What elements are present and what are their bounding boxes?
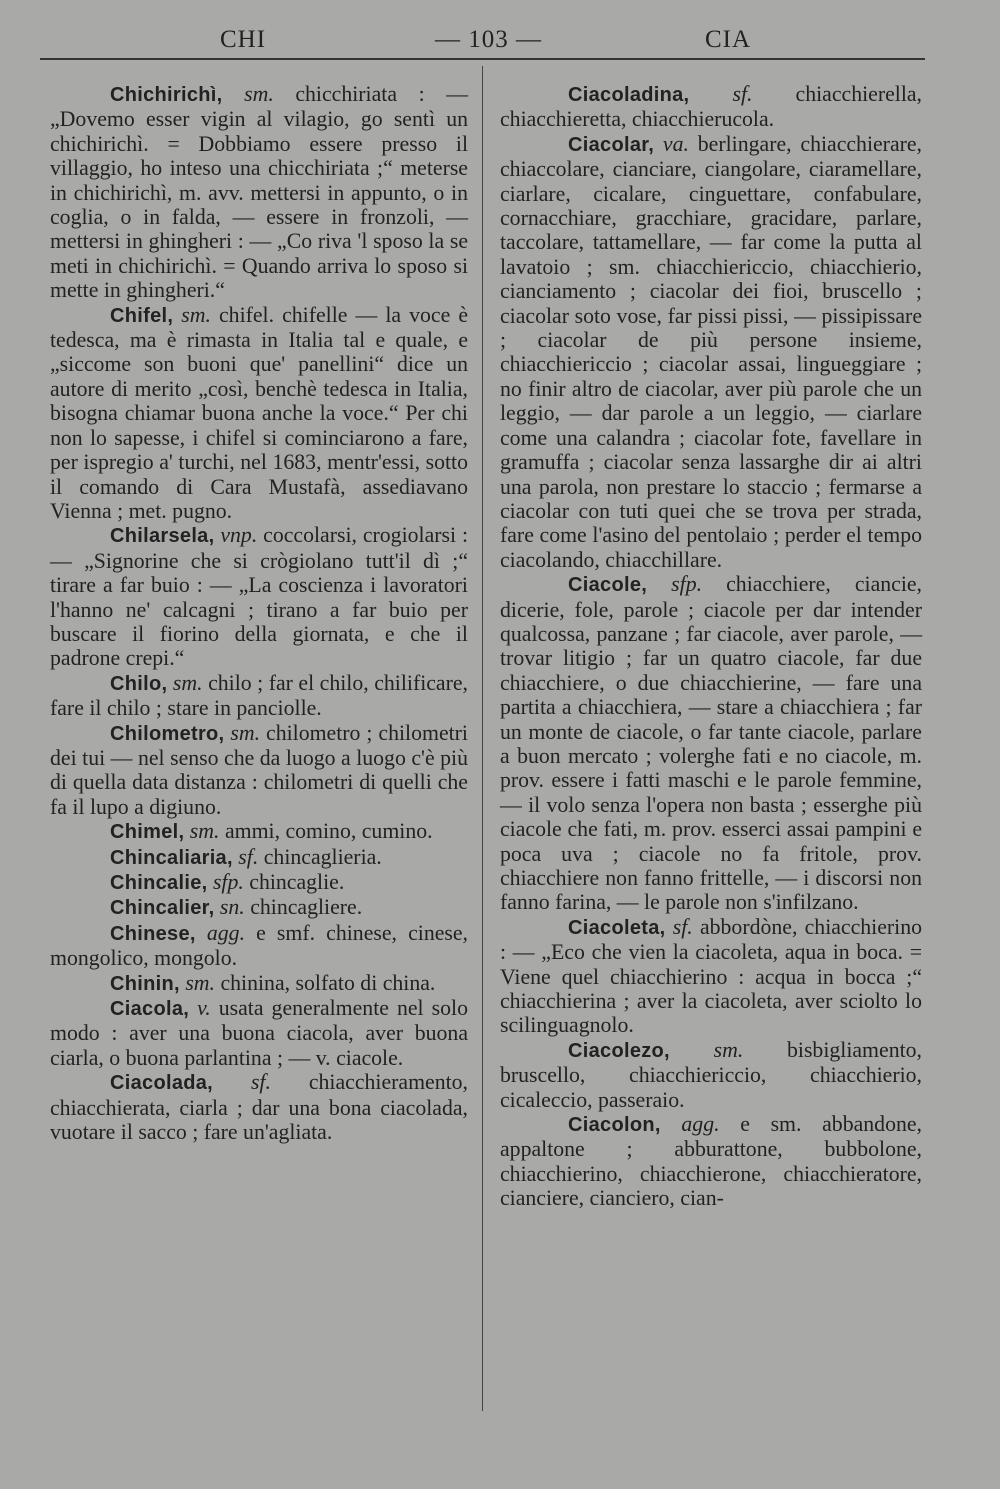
entry-definition: chiacchieramento, chiacchierata, ciarla ; dar una bona ciacolada, vuotare il sacco ; fare un'agliata. xyxy=(50,1070,469,1145)
entry-headword: Ciacolon, xyxy=(568,1114,661,1137)
entry-grammar-label: sf. xyxy=(238,844,259,869)
entry-definition: chincaglie. xyxy=(249,870,345,894)
entry-grammar-label: agg. xyxy=(206,920,246,945)
entry-grammar-label: sm. xyxy=(189,819,220,844)
dictionary-entry xyxy=(50,82,468,303)
dictionary-entry xyxy=(50,971,468,996)
dictionary-entry xyxy=(50,303,468,524)
entry-definition: chinina, solfato di china. xyxy=(220,970,436,995)
entry-grammar-label: sm. xyxy=(185,970,216,995)
entry-grammar-label: sm. xyxy=(172,670,203,695)
entry-grammar-label: sm. xyxy=(244,82,274,106)
entry-definition: coccolarsi, crogiolarsi : — „Signorine che si crògiolano tutt'il dì ;“ tirare a far buio : — „La coscienza i lavoratori l'hanno ne' calcagni ; tirano a far buio per buscare il fiorino della giornata, e che il padrone crepi.“ xyxy=(50,523,469,671)
entry-definition: chicchiriata : — „Dovemo esser vigin al vilagio, go sentì un chichirichì. = Dobbiamo essere presso il villaggio, ho inteso una chicchiriata ;“ meterse in chichirichì, m. avv. mettersi in appunto, o in coglia, o in falda, — essere in fronzoli, — mettersi in ghingheri : — „Co riva 'l sposo la se meti in chichirichì. = Quando arriva lo sposo si mette in ghingheri.“ xyxy=(50,82,469,303)
entry-grammar-label: vnp. xyxy=(220,523,258,548)
entry-definition: chincagliere. xyxy=(250,895,363,920)
dictionary-entry xyxy=(50,996,468,1070)
entry-definition: chiacchierella, chiacchieretta, chiacchierucola. xyxy=(500,82,922,132)
dictionary-entry xyxy=(500,1038,922,1112)
entry-headword: Ciacola, xyxy=(110,998,190,1021)
entry-definition: usata generalmente nel solo modo : aver una buona ciacola, aver buona ciarla, o buona parlantina ; — v. ciacole. xyxy=(50,996,468,1070)
entry-grammar-label: sn. xyxy=(219,895,245,920)
entry-grammar-label: sfp. xyxy=(212,870,244,894)
dictionary-entry xyxy=(50,819,468,844)
entry-headword: Ciacole, xyxy=(568,574,648,597)
entry-headword: Ciacolar, xyxy=(568,133,655,156)
header-rule xyxy=(40,58,925,60)
dictionary-entry xyxy=(500,1112,922,1211)
entry-grammar-label: v. xyxy=(197,996,211,1021)
page-header xyxy=(40,22,925,54)
dictionary-entry xyxy=(50,523,468,670)
header-right-guideword: CIA xyxy=(705,26,752,53)
entry-headword: Chimel, xyxy=(110,821,185,844)
entry-headword: Ciacolezo, xyxy=(568,1039,670,1062)
entry-headword: Ciacolada, xyxy=(110,1072,214,1095)
entry-grammar-label: sf. xyxy=(672,914,693,939)
entry-definition: abbordòne, chiacchierino : — „Eco che vien la ciacoleta, aqua in boca. = Viene quel chiacchierino : acqua in bocca ;“ chiacchierina ; aver la ciacoleta, aver sciolto lo scilinguagnolo. xyxy=(500,914,923,1038)
entry-headword: Chilo, xyxy=(110,672,168,695)
entry-definition: chifel. chifelle — la voce è tedesca, ma è rimasta in Italia tal e quale, e „siccome son buoni que' panellini“ dice un autore di merito „così, benchè tedesca in Italia, bisogna chiamar buona anche la voce.“ Per chi non lo sapesse, i chifel si cominciarono a fare, per ispregio a' turchi, nel 1683, mentr'essi, sotto il comando di Cara Mustafà, assediavano Vienna ; met. pugno. xyxy=(50,302,468,523)
column-divider xyxy=(482,66,483,1411)
dictionary-entry xyxy=(500,572,922,915)
dictionary-entry xyxy=(50,721,468,820)
entry-headword: Ciacoladina, xyxy=(568,84,690,106)
dictionary-entry xyxy=(50,870,468,895)
dictionary-entry xyxy=(500,132,922,572)
right-column xyxy=(500,82,922,1211)
entry-headword: Chilometro, xyxy=(110,722,225,745)
dictionary-entry xyxy=(50,1070,468,1144)
entry-definition: e sm. abbandone, appaltone ; abburattone, bubbolone, chiacchierino, chiacchierone, chiacchieratore, cianciere, cianciero, cian- xyxy=(500,1112,922,1211)
entry-grammar-label: sf. xyxy=(250,1070,271,1095)
entry-definition: ammi, comino, cumino. xyxy=(224,819,433,844)
dictionary-entry xyxy=(50,671,468,721)
entry-headword: Ciacoleta, xyxy=(568,916,666,939)
entry-headword: Chincaliaria, xyxy=(110,846,233,869)
entry-definition: chiacchiere, ciancie, dicerie, fole, parole ; ciacole per dar intender qualcossa, panzane ; far ciacole, aver parole, — trovar litigio ; far un quatro ciacole, far due chiacchiere, o due chiacchierine, — fare una partita a chiacchiera, — stare a chiacchiera ; far un monte de ciacole, o far tante ciacole, parlare a buon mercato ; volerghe fati e no ciacole, m. prov. essere i fatti maschi e le parole femmine, — il volo senza l'opera non basta ; esserghe più ciacole che fati, m. prov. esserci assai pampini e poca uva ; ciacole no fa fritole, prov. chiacchiere non fanno frittelle, — i discorsi non fanno farina, — le parole non s'infilzano. xyxy=(500,572,922,915)
entry-headword: Chinese, xyxy=(110,922,196,945)
left-column xyxy=(50,82,468,1144)
entry-definition: bisbigliamento, bruscello, chiacchiericcio, chiacchierio, cicaleccio, passeraio. xyxy=(500,1037,922,1112)
dictionary-entry xyxy=(500,915,922,1038)
entry-definition: chilometro ; chilometri dei tui — nel senso che da luogo a luogo c'è più di quella data distanza : chilometri di quelli che fa il lupo a digiuno. xyxy=(50,720,468,819)
dictionary-entry xyxy=(50,845,468,870)
entry-headword: Chichirichì, xyxy=(110,84,223,106)
page-number: — 103 — xyxy=(435,26,542,53)
entry-grammar-label: sf. xyxy=(732,82,753,106)
dictionary-entry xyxy=(500,82,922,132)
entry-grammar-label: sm. xyxy=(713,1037,744,1062)
entry-definition: chilo ; far el chilo, chilificare, fare il chilo ; stare in panciolle. xyxy=(50,670,468,721)
entry-grammar-label: agg. xyxy=(681,1112,720,1137)
entry-definition: berlingare, chiacchierare, chiaccolare, cianciare, ciangolare, ciaramellare, ciarlare, cicalare, cinguettare, confabulare, cornacchiare, gracchiare, gracidare, parlare, taccolare, tattamellare, — far come la putta al lavatoio ; sm. chiacchiericcio, chiacchierio, cianciamento ; ciacolar dei fioi, bruscello ; ciacolar soto vose, far pissi pissi, — pissipissare ; ciacolar de più persone insieme, chiacchiericcio ; ciacolar assai, lingueggiare ; no finir altro de ciacolar, aver più parole che un leggio, — dar parole a un leggio, — ciarlare come una calandra ; ciacolar fote, favellare in gramuffa ; ciacolar senza lassarghe dir ai altri una parola, non prestare lo staccio ; fermarse a ciacolar con tuti quei che se trova per strada, fare come l'asino del pentolaio ; perder el tempo ciacolando, chiacchillare. xyxy=(500,131,922,572)
dictionary-entry xyxy=(50,895,468,920)
entry-grammar-label: va. xyxy=(662,131,689,156)
entry-definition: chincaglieria. xyxy=(263,844,382,869)
entry-grammar-label: sm. xyxy=(181,302,211,327)
entry-grammar-label: sm. xyxy=(230,720,261,745)
entry-headword: Chifel, xyxy=(110,304,174,327)
entry-headword: Chilarsela, xyxy=(110,525,215,548)
dictionary-entry xyxy=(50,921,468,971)
entry-grammar-label: sfp. xyxy=(671,572,703,597)
entry-headword: Chincalier, xyxy=(110,897,215,920)
entry-headword: Chincalie, xyxy=(110,872,208,894)
entry-headword: Chinin, xyxy=(110,972,180,995)
header-left-guideword: CHI xyxy=(220,26,267,53)
entry-definition: e smf. chinese, cinese, mongolico, mongolo. xyxy=(50,920,468,971)
